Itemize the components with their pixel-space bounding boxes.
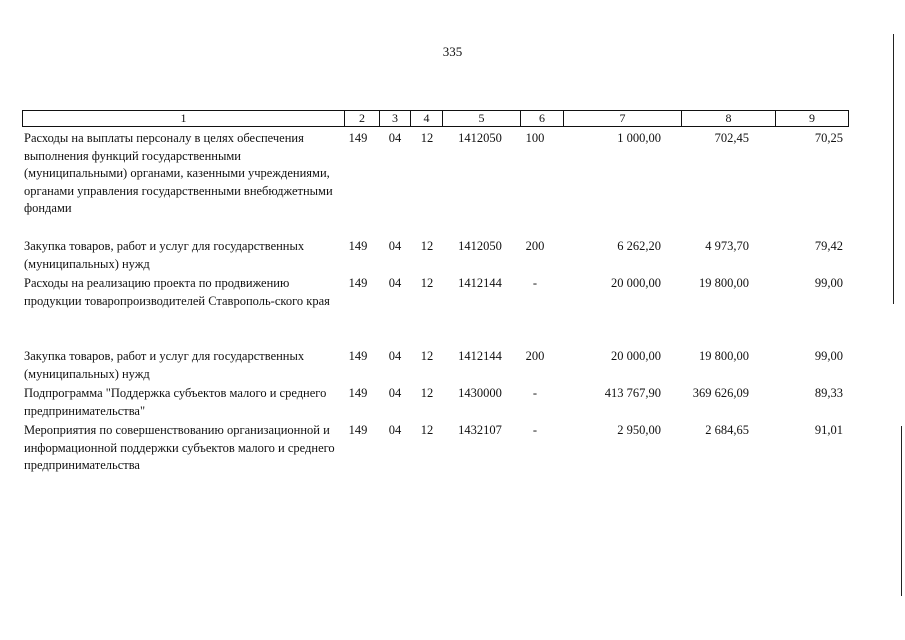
cell-expense-type: - bbox=[532, 386, 538, 400]
cell-plan: 20 000,00 bbox=[611, 276, 661, 290]
cell-plan: 20 000,00 bbox=[611, 349, 661, 363]
cell-percent: 70,25 bbox=[814, 131, 843, 145]
cell-ministry: 149 bbox=[348, 239, 368, 253]
cell-section: 04 bbox=[388, 423, 402, 437]
cell-plan: 6 262,20 bbox=[617, 239, 661, 253]
cell-ministry: 149 bbox=[348, 131, 368, 145]
scan-edge-line bbox=[901, 426, 902, 596]
cell-ministry: 149 bbox=[348, 276, 368, 290]
table-header-row bbox=[22, 110, 849, 127]
cell-expense-type: - bbox=[532, 423, 538, 437]
cell-subsection: 12 bbox=[420, 349, 434, 363]
row-description: Расходы на реализацию проекта по продвижению продукции товаропроизводителей Ставрополь-ского края bbox=[24, 276, 330, 308]
row-description: Закупка товаров, работ и услуг для государственных (муниципальных) нужд bbox=[24, 349, 305, 381]
cell-actual: 19 800,00 bbox=[699, 349, 749, 363]
column-header-5: 5 bbox=[442, 111, 520, 126]
cell-expense-type: 200 bbox=[525, 239, 545, 253]
cell-expense-type: 200 bbox=[525, 349, 545, 363]
cell-target-article: 1412144 bbox=[458, 349, 502, 363]
cell-expense-type: - bbox=[532, 276, 538, 290]
cell-subsection: 12 bbox=[420, 276, 434, 290]
column-header-3: 3 bbox=[379, 111, 410, 126]
cell-target-article: 1412144 bbox=[458, 276, 502, 290]
column-header-9: 9 bbox=[775, 111, 848, 126]
scan-edge-line bbox=[893, 34, 894, 304]
column-header-8: 8 bbox=[681, 111, 775, 126]
cell-section: 04 bbox=[388, 276, 402, 290]
cell-actual: 2 684,65 bbox=[705, 423, 749, 437]
cell-subsection: 12 bbox=[420, 423, 434, 437]
column-header-6: 6 bbox=[520, 111, 563, 126]
row-description: Подпрограмма "Поддержка субъектов малого и среднего предпринимательства" bbox=[24, 386, 327, 418]
column-header-4: 4 bbox=[410, 111, 442, 126]
cell-expense-type: 100 bbox=[525, 131, 545, 145]
cell-ministry: 149 bbox=[348, 423, 368, 437]
cell-actual: 702,45 bbox=[714, 131, 749, 145]
cell-section: 04 bbox=[388, 386, 402, 400]
cell-ministry: 149 bbox=[348, 386, 368, 400]
cell-plan: 1 000,00 bbox=[617, 131, 661, 145]
cell-target-article: 1412050 bbox=[458, 131, 502, 145]
column-header-1: 1 bbox=[180, 111, 187, 125]
cell-subsection: 12 bbox=[420, 131, 434, 145]
column-header-2: 2 bbox=[344, 111, 379, 126]
cell-percent: 79,42 bbox=[814, 239, 843, 253]
cell-ministry: 149 bbox=[348, 349, 368, 363]
page-number: 335 bbox=[442, 44, 463, 59]
cell-section: 04 bbox=[388, 239, 402, 253]
cell-percent: 89,33 bbox=[814, 386, 843, 400]
cell-section: 04 bbox=[388, 131, 402, 145]
row-description: Расходы на выплаты персоналу в целях обеспечения выполнения функций государственными (муниципальными) органами, казенными учреждениями, органами управления государственными внебюджетными фондами bbox=[24, 131, 333, 215]
cell-actual: 369 626,09 bbox=[692, 386, 749, 400]
cell-target-article: 1430000 bbox=[458, 386, 502, 400]
row-description: Закупка товаров, работ и услуг для государственных (муниципальных) нужд bbox=[24, 239, 305, 271]
cell-subsection: 12 bbox=[420, 386, 434, 400]
row-description: Мероприятия по совершенствованию организационной и информационной поддержки субъектов малого и среднего предпринимательства bbox=[24, 423, 335, 472]
cell-subsection: 12 bbox=[420, 239, 434, 253]
cell-actual: 19 800,00 bbox=[699, 276, 749, 290]
cell-percent: 99,00 bbox=[814, 349, 843, 363]
cell-plan: 2 950,00 bbox=[617, 423, 661, 437]
cell-target-article: 1412050 bbox=[458, 239, 502, 253]
column-header-7: 7 bbox=[563, 111, 681, 126]
cell-target-article: 1432107 bbox=[458, 423, 502, 437]
cell-actual: 4 973,70 bbox=[705, 239, 749, 253]
cell-section: 04 bbox=[388, 349, 402, 363]
cell-percent: 99,00 bbox=[814, 276, 843, 290]
cell-percent: 91,01 bbox=[814, 423, 843, 437]
cell-plan: 413 767,90 bbox=[604, 386, 661, 400]
